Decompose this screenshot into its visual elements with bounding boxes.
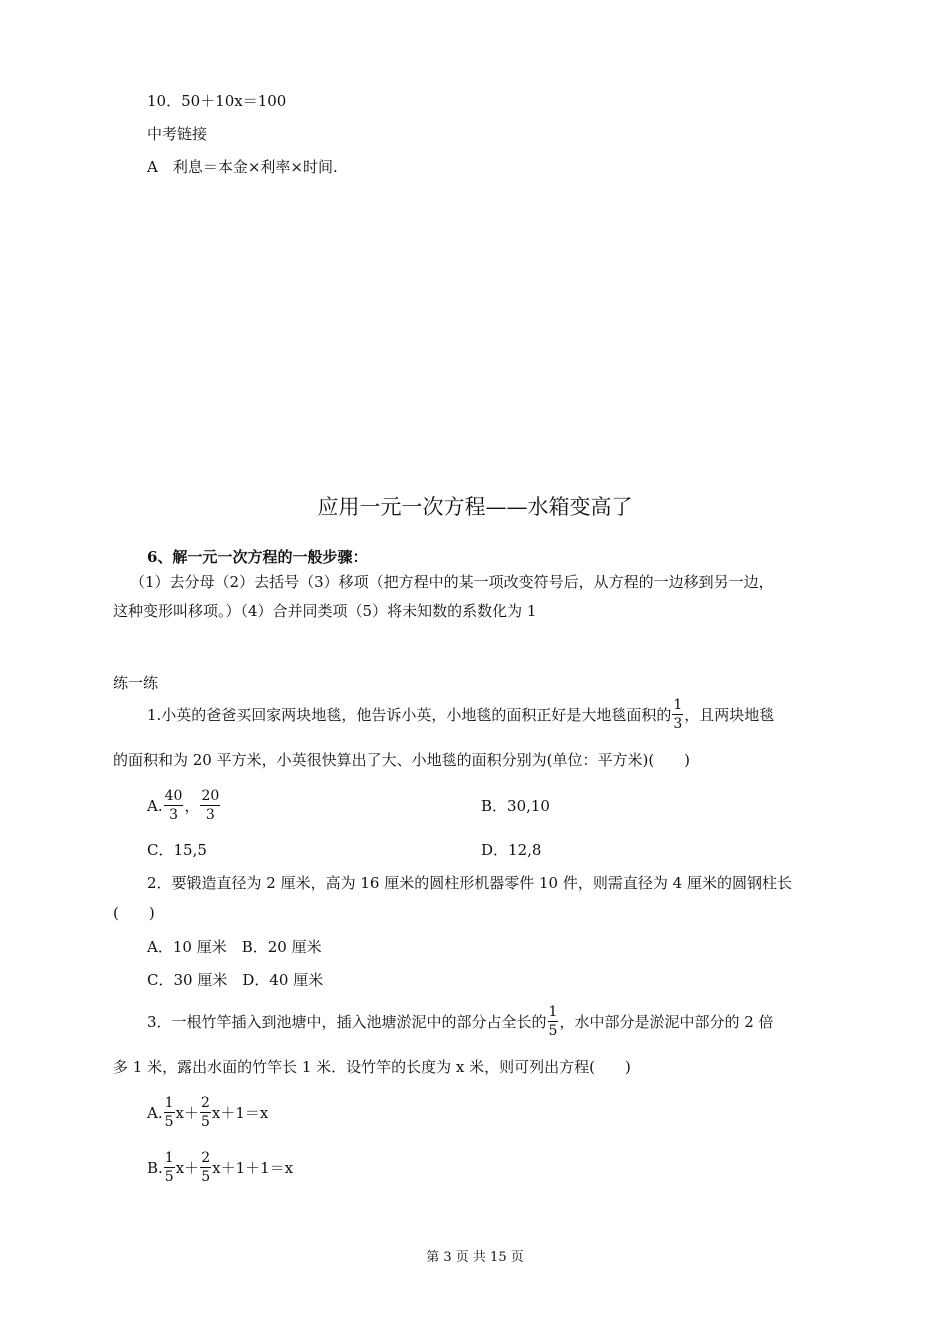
frac-den: 5 xyxy=(164,1114,174,1130)
steps-heading: 6、解一元一次方程的一般步骤： xyxy=(147,548,368,566)
frac-num: 1 xyxy=(164,1150,174,1167)
q1-option-a-frac-2 xyxy=(200,789,220,822)
frac-num: 40 xyxy=(164,788,183,805)
q3-option-a-frac-1 xyxy=(164,1096,175,1129)
q3-option-b-mid: x＋ xyxy=(175,1158,200,1177)
q1-text-a: 1.小英的爸爸买回家两块地毯，他告诉小英，小地毯的面积正好是大地毯面积的 xyxy=(147,705,672,724)
q3-text-a: 3．一根竹竿插入到池塘中，插入池塘淤泥中的部分占全长的 xyxy=(147,1012,547,1031)
question-10-answer: 10．50＋10x＝100 xyxy=(147,92,287,110)
frac-den: 5 xyxy=(201,1114,210,1130)
q1-text-b: ，且两块地毯 xyxy=(684,705,775,724)
steps-line-2: 这种变形叫移项。）（4）合并同类项（5）将未知数的系数化为 1 xyxy=(113,602,537,620)
q1-option-a-frac-1 xyxy=(164,789,184,822)
q3-frac-den: 5 xyxy=(548,1023,558,1039)
q3-option-a-label: A. xyxy=(147,1103,163,1122)
answer-a: A 利息＝本金×利率×时间. xyxy=(147,158,338,176)
q2-line-2: ( ) xyxy=(113,904,155,922)
q3-option-a-mid: x＋ xyxy=(175,1103,199,1122)
frac-num: 2 xyxy=(201,1150,211,1167)
q1-line-1 xyxy=(147,697,774,733)
q1-option-d: D．12,8 xyxy=(481,841,542,859)
q3-option-b-frac-1 xyxy=(164,1151,175,1184)
q1-option-a xyxy=(147,786,221,826)
q2-options-ab: A．10 厘米 B．20 厘米 xyxy=(147,938,322,956)
q1-fraction xyxy=(672,698,683,731)
frac-num: 1 xyxy=(164,1095,174,1112)
page-footer: 第 3 页 共 15 页 xyxy=(426,1250,524,1265)
practice-heading: 练一练 xyxy=(113,674,159,692)
frac-den: 5 xyxy=(201,1169,211,1185)
q1-option-a-sep: ， xyxy=(184,796,200,815)
q1-line-2: 的面积和为 20 平方米，小英很快算出了大、小地毯的面积分别为(单位：平方米)( ) xyxy=(113,751,691,769)
q3-option-a xyxy=(147,1093,268,1133)
frac-num: 2 xyxy=(201,1095,210,1112)
steps-line-1: （1）去分母（2）去括号（3）移项（把方程中的某一项改变符号后，从方程的一边移到另一边， xyxy=(130,573,774,591)
q1-option-a-label: A. xyxy=(147,796,163,815)
q3-option-b-tail: x＋1＋1＝x xyxy=(212,1158,294,1177)
frac-den: 3 xyxy=(169,807,178,823)
frac-den: 3 xyxy=(205,807,215,823)
q3-text-b: ，水中部分是淤泥中部分的 2 倍 xyxy=(559,1012,774,1031)
q3-option-b xyxy=(147,1148,293,1188)
q3-option-b-label: B. xyxy=(147,1158,163,1177)
q3-option-a-tail: x＋1＝x xyxy=(211,1103,269,1122)
q3-option-b-frac-2 xyxy=(200,1151,211,1184)
section-title: 应用一元一次方程——水箱变高了 xyxy=(317,495,633,519)
link-heading: 中考链接 xyxy=(147,125,208,143)
q3-line-2: 多 1 米，露出水面的竹竿长 1 米．设竹竿的长度为 x 米，则可列出方程( ) xyxy=(113,1058,631,1076)
frac-den: 5 xyxy=(164,1169,174,1185)
q3-frac-num: 1 xyxy=(548,1004,558,1021)
frac-num: 20 xyxy=(201,788,220,805)
q3-option-a-frac-2 xyxy=(200,1096,211,1129)
q2-line-1: 2．要锻造直径为 2 厘米，高为 16 厘米的圆柱形机器零件 10 件，则需直径为 4 厘米的圆钢柱长 xyxy=(147,874,792,892)
q1-frac-den: 3 xyxy=(673,716,683,732)
q2-options-cd: C．30 厘米 D．40 厘米 xyxy=(147,971,324,989)
q3-fraction xyxy=(548,1005,559,1038)
q1-frac-num: 1 xyxy=(673,697,683,714)
q1-option-b: B．30,10 xyxy=(481,797,550,815)
q3-line-1 xyxy=(147,1003,774,1041)
q1-option-c: C．15,5 xyxy=(147,841,207,859)
